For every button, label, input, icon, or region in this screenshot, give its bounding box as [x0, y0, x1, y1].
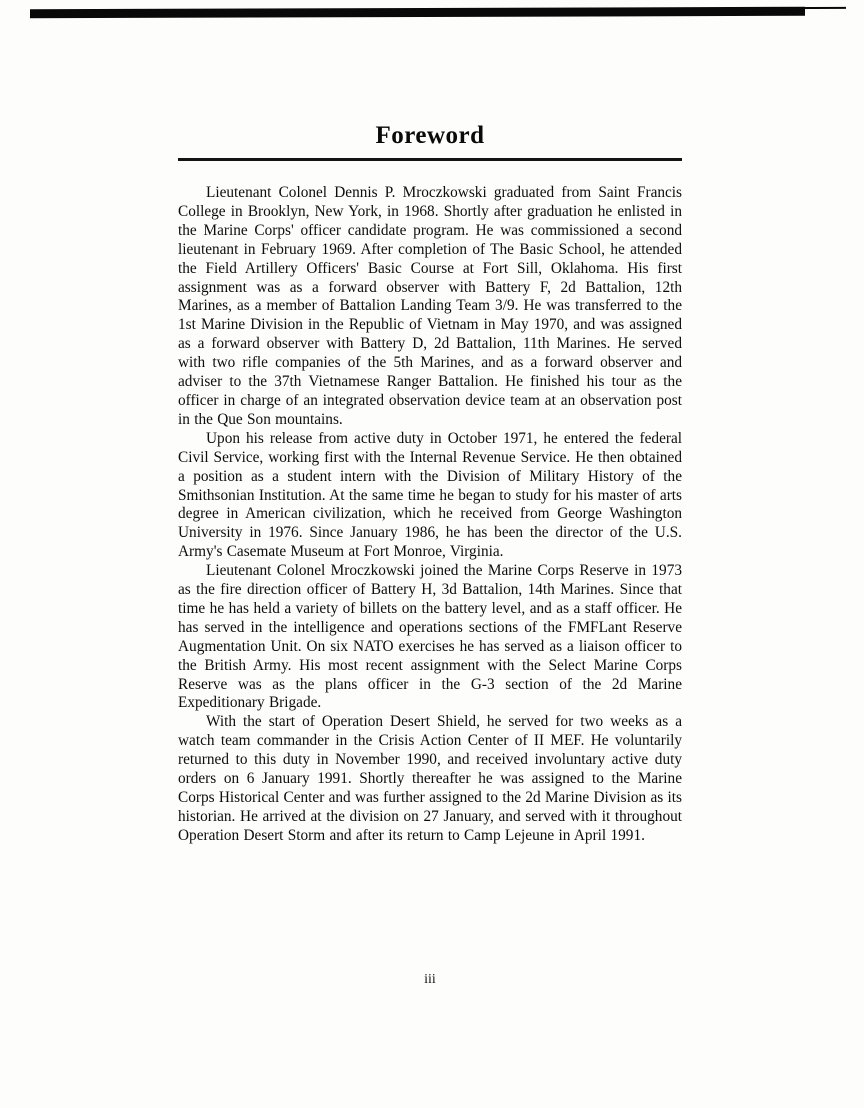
page-number: iii	[424, 972, 436, 987]
paragraph-4: With the start of Operation Desert Shield, he served for two weeks as a watch team commander in the Crisis Action Center of II MEF. He voluntarily returned to this duty in November 1990, and received involuntary active duty orders on 6 January 1991. Shortly thereafter he was assigned to the Marine Corps Historical Center and was further assigned to the 2d Marine Division as its historian. He arrived at the division on 27 January, and served with it throughout Operation Desert Storm and after its return to Camp Lejeune in April 1991.	[178, 713, 682, 844]
body-text	[178, 184, 682, 846]
top-rule	[30, 7, 805, 18]
title-rule	[178, 158, 682, 161]
paragraph-2: Upon his release from active duty in October 1971, he entered the federal Civil Service, working first with the Internal Revenue Service. He then obtained a position as a student intern with the Division of Military History of the Smithsonian Institution. At the same time he began to study for his master of arts degree in American civilization, which he received from George Washington University in 1976. Since January 1986, he has been the director of the U.S. Army's Casemate Museum at Fort Monroe, Virginia.	[178, 429, 682, 561]
paragraph-1: Lieutenant Colonel Dennis P. Mroczkowski graduated from Saint Francis College in Brooklyn, New York, in 1968. Shortly after graduation he enlisted in the Marine Corps' officer candidate program. He was commissioned a second lieutenant in February 1969. After completion of The Basic School, he attended the Field Artillery Officers' Basic Course at Fort Sill, Oklahoma. His first assignment was as a forward observer with Battery F, 2d Battalion, 12th Marines, as a member of Battalion Landing Team 3/9. He was transferred to the 1st Marine Division in the Republic of Vietnam in May 1970, and was assigned as a forward observer with Battery D, 2d Battalion, 11th Marines. He served with two rifle companies of the 5th Marines, and as a forward observer and adviser to the 37th Vietnamese Ranger Battalion. He finished his tour as the officer in charge of an integrated observation device team at an observation post in the Que Son mountains.	[178, 184, 682, 428]
top-rule-tail	[780, 7, 846, 9]
page-title: Foreword	[375, 122, 485, 149]
paragraph-3: Lieutenant Colonel Mroczkowski joined the Marine Corps Reserve in 1973 as the fire direction officer of Battery H, 3d Battalion, 14th Marines. Since that time he has held a variety of billets on the battery level, and as a staff officer. He has served in the intelligence and operations sections of the FMFLant Reserve Augmentation Unit. On six NATO exercises he has served as a liaison officer to the British Army. His most recent assignment with the Select Marine Corps Reserve was as the plans officer in the G-3 section of the 2d Marine Expeditionary Brigade.	[178, 562, 682, 712]
